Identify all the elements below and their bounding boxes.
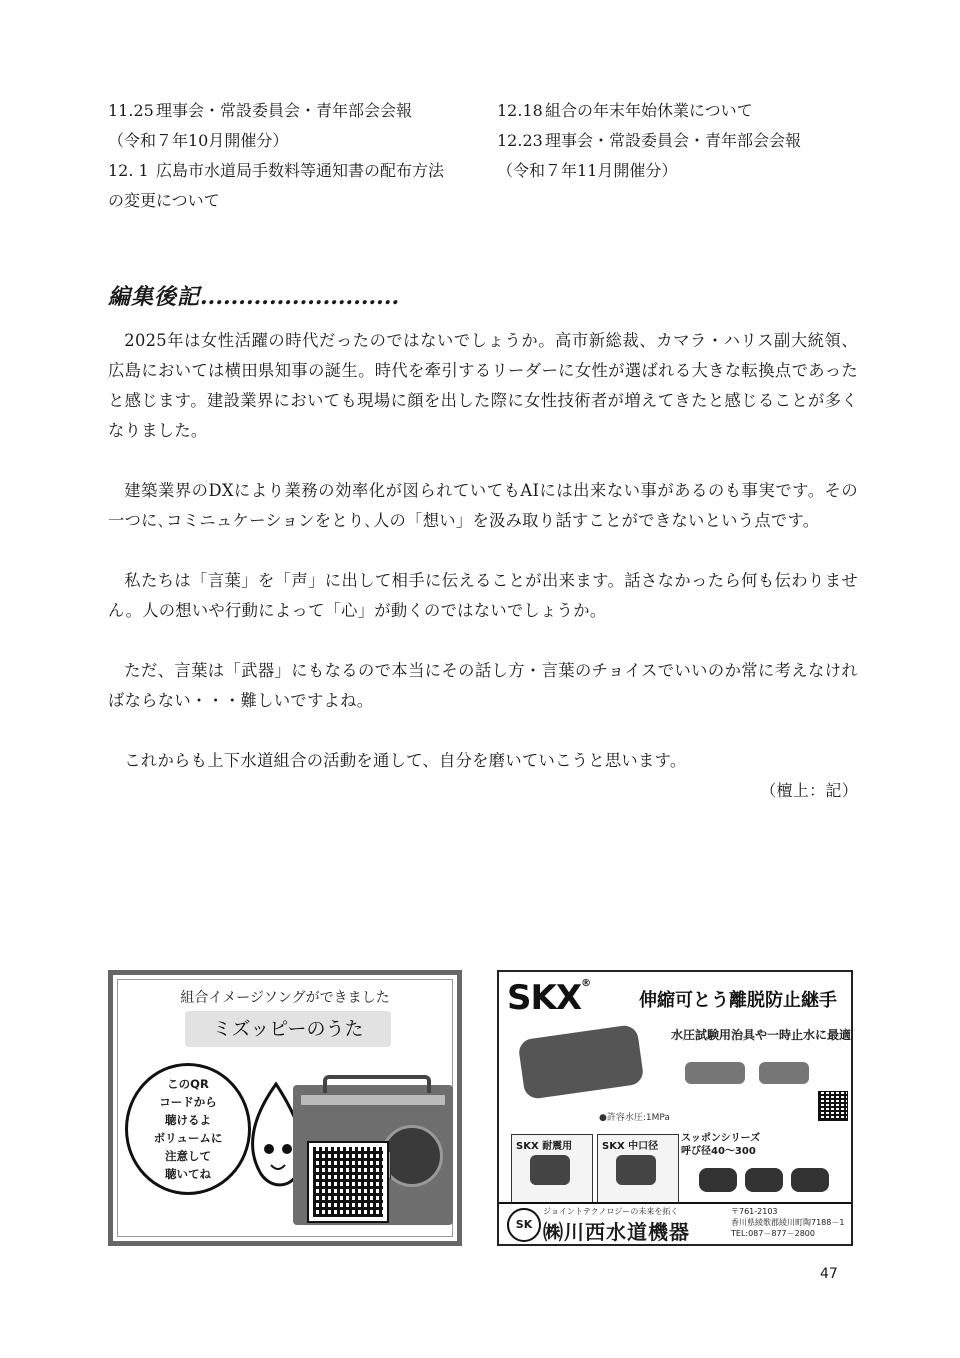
notice-date: 12. 1 bbox=[108, 161, 149, 180]
product-box-medium bbox=[597, 1134, 679, 1204]
product-image bbox=[530, 1155, 570, 1185]
company-logo-mark: SK bbox=[507, 1208, 541, 1242]
skx-qr-code[interactable] bbox=[819, 1092, 847, 1120]
editorial-signature: （檀上：記） bbox=[760, 781, 858, 800]
editorial-paragraph: 私たちは「言葉」を「声」に出して相手に伝えることが出来ます。話さなかったら何も伝わりません。人の想いや行動によって「心」が動くのではないでしょうか。 bbox=[108, 571, 858, 620]
skx-ad-title: 伸縮可とう離脱防止継手 bbox=[639, 990, 837, 1011]
song-ad-caption: 組合イメージソングができました bbox=[180, 990, 390, 1006]
notice-text: 組合の年末年始休業について bbox=[545, 101, 753, 120]
song-advertisement bbox=[108, 970, 462, 1246]
skx-logo-text: SKX bbox=[507, 978, 582, 1018]
bubble-line: 聴けるよ bbox=[165, 1113, 211, 1127]
bubble-line: 聴いてね bbox=[165, 1167, 211, 1181]
address-line: TEL:087－877－2800 bbox=[731, 1229, 815, 1238]
notice-text: 理事会・常設委員会・青年部会会報 bbox=[545, 131, 802, 150]
page-number: 47 bbox=[820, 1266, 838, 1282]
part-image bbox=[745, 1168, 783, 1192]
boombox-panel bbox=[301, 1095, 445, 1105]
notice-list-right bbox=[497, 96, 857, 186]
bubble-line: このQR bbox=[167, 1077, 209, 1091]
editorial-heading-dots: .......................... bbox=[200, 284, 400, 310]
notice-date: 11.25 bbox=[108, 101, 154, 120]
editorial-heading-text: 編集後記 bbox=[108, 284, 201, 310]
suppon-series bbox=[681, 1132, 760, 1158]
part-image bbox=[699, 1168, 737, 1192]
speech-bubble bbox=[125, 1063, 251, 1195]
notice-date: 12.23 bbox=[497, 131, 543, 150]
joint-product-image bbox=[517, 1024, 644, 1100]
series-line: スッポンシリーズ bbox=[681, 1133, 761, 1144]
notice-text: 広島市水道局手数料等通知書の配布方法 bbox=[156, 161, 445, 180]
notice-text: 理事会・常設委員会・青年部会会報 bbox=[156, 101, 413, 120]
skx-logo bbox=[507, 978, 590, 1018]
company-name: ㈱川西水道機器 bbox=[543, 1220, 690, 1244]
editorial-paragraph: ただ、言葉は「武器」にもなるので本当にその話し方・言葉のチョイスでいいのか常に考えなければならない・・・難しいですよね。 bbox=[108, 661, 858, 710]
company-address bbox=[731, 1206, 844, 1239]
notice-item bbox=[108, 96, 478, 126]
editorial-heading bbox=[108, 280, 399, 311]
registered-mark: ® bbox=[581, 978, 591, 989]
series-line: 呼び径40～300 bbox=[681, 1146, 756, 1157]
allowable-pressure: ●許容水圧:1MPa bbox=[599, 1113, 670, 1123]
editorial-paragraph: 2025年は女性活躍の時代だったのではないでしょうか。高市新総裁、カマラ・ハリス副大統領、広島においては横田県知事の誕生。時代を牽引するリーダーに女性が選ばれる大きな転換点であったと感じます。建設業界においても現場に顔を出した際に女性技術者が増えてきたと感じることが多くなりました。 bbox=[108, 331, 858, 440]
editorial-paragraph: 建築業界のDXにより業務の効率化が図られていてもAIには出来ない事があるのも事実です。その一つに､コミニュケーションをとり､人の「想い」を汲み取り話すことができないという点です。 bbox=[108, 481, 858, 530]
skx-ad-subtitle: 水圧試験用治具や一時止水に最適 bbox=[671, 1028, 852, 1042]
editorial-body bbox=[108, 326, 858, 806]
address-line: 〒761-2103 bbox=[731, 1207, 778, 1216]
song-ad-title: ミズッピーのうた bbox=[185, 1011, 391, 1047]
cap-image bbox=[759, 1062, 809, 1084]
notice-subtext: （令和７年10月開催分） bbox=[108, 131, 289, 150]
address-line: 香川県綾歌郡綾川町陶7188－1 bbox=[731, 1218, 845, 1227]
company-footer bbox=[499, 1202, 851, 1244]
test-jig-image bbox=[685, 1062, 745, 1084]
series-parts-images bbox=[699, 1168, 849, 1194]
notice-item bbox=[108, 156, 478, 186]
bubble-line: ボリュームに bbox=[153, 1131, 223, 1145]
company-tagline: ジョイントテクノロジーの未来を拓く bbox=[543, 1207, 679, 1216]
notice-item bbox=[497, 96, 857, 126]
boombox-handle bbox=[323, 1075, 431, 1093]
notice-subtext: （令和７年11月開催分） bbox=[497, 161, 678, 180]
skx-advertisement bbox=[497, 970, 853, 1246]
part-image bbox=[791, 1168, 829, 1192]
product-image bbox=[616, 1155, 656, 1185]
product-box-label: SKX 耐震用 bbox=[516, 1141, 573, 1152]
bubble-line: 注意して bbox=[165, 1149, 211, 1163]
qr-code[interactable] bbox=[309, 1143, 387, 1221]
editorial-paragraph: これからも上下水道組合の活動を通して、自分を磨いていこうと思います。 bbox=[124, 751, 687, 770]
notice-list-left bbox=[108, 96, 478, 216]
product-box-seismic bbox=[511, 1134, 593, 1204]
notice-date: 12.18 bbox=[497, 101, 543, 120]
notice-item bbox=[497, 126, 857, 156]
notice-subtext: の変更について bbox=[108, 191, 220, 210]
bubble-line: コードから bbox=[159, 1095, 217, 1109]
product-box-label: SKX 中口径 bbox=[602, 1141, 659, 1152]
